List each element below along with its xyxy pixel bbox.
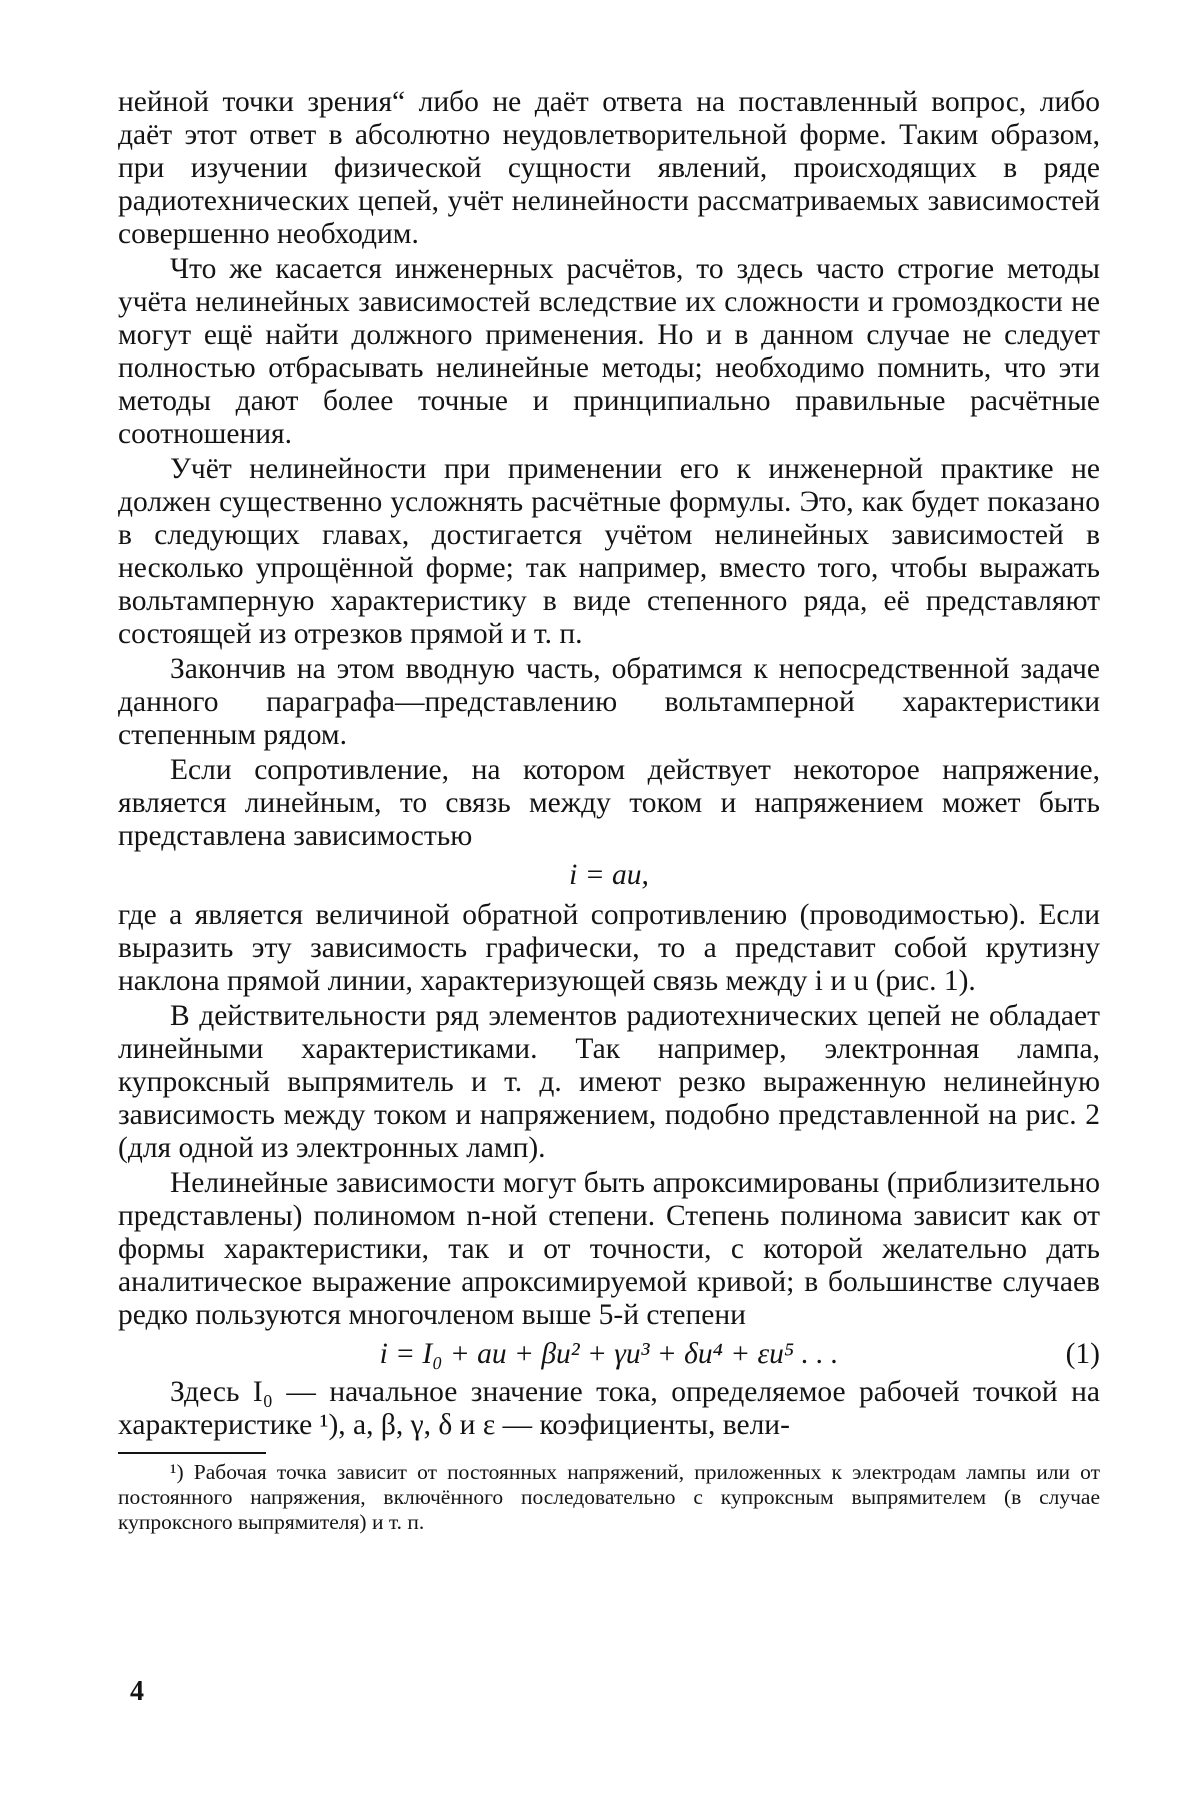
page-body [118,86,1100,1766]
formula-polynomial: i = I₀ + au + βu² + γu³ + δu⁴ + εu⁵ . . . [380,1338,839,1370]
paragraph-2: Что же касается инженерных расчётов, то здесь часто строгие методы учёта нелинейных зависимостей вследствие их сложности и громоздкости не могут ещё найти должного применения. Но и в данном случае не следует полностью отбрасывать нелинейные методы; необходимо помнить, что эти методы дают более точные и принципиально правильные расчётные соотношения. [118,253,1100,451]
paragraph-8: Нелинейные зависимости могут быть апроксимированы (приблизительно представлены) полиномом n-ной степени. Степень полинома зависит как от формы характеристики, так и от точности, с которой желательно дать аналитическое выражение апроксимируемой кривой; в большинстве случаев редко пользуются многочленом выше 5-й степени [118,1167,1100,1332]
paragraph-9: Здесь I₀ — начальное значение тока, определяемое рабочей точкой на характеристике ¹), a, β, γ, δ и ε — коэфициенты, вели- [118,1376,1100,1442]
footnote-divider [118,1452,266,1454]
formula-linear: i = au, [118,855,1100,895]
equation-number: (1) [1066,1334,1100,1374]
formula-polynomial-row [118,1334,1100,1374]
paragraph-1: нейной точки зрения“ либо не даёт ответа на поставленный вопрос, либо даёт этот ответ в абсолютно неудовлетворительной форме. Таким образом, при изучении физической сущности явлений, происходящих в ряде радиотехнических цепей, учёт нелинейности рассматриваемых зависимостей совершенно необходим. [118,86,1100,251]
paragraph-4: Закончив на этом вводную часть, обратимся к непосредственной задаче данного параграфа—представлению вольтамперной характеристики степенным рядом. [118,653,1100,752]
footnote: ¹) Рабочая точка зависит от постоянных напряжений, приложенных к электродам лампы или от постоянного напряжения, включённого последовательно с купроксным выпрямителем (в случае купроксного выпрямителя) и т. п. [118,1460,1100,1535]
page-number: 4 [130,1676,144,1708]
paragraph-7: В действительности ряд элементов радиотехнических цепей не обладает линейными характеристиками. Так например, электронная лампа, купроксный выпрямитель и т. д. имеют резко выраженную нелинейную зависимость между током и напряжением, подобно представленной на рис. 2 (для одной из электронных ламп). [118,1000,1100,1165]
paragraph-5: Если сопротивление, на котором действует некоторое напряжение, является линейным, то связь между током и напряжением может быть представлена зависимостью [118,754,1100,853]
paragraph-3: Учёт нелинейности при применении его к инженерной практике не должен существенно усложнять расчётные формулы. Это, как будет показано в следующих главах, достигается учётом нелинейных зависимостей в несколько упрощённой форме; так например, вместо того, чтобы выражать вольтамперную характеристику в виде степенного ряда, её представляют состоящей из отрезков прямой и т. п. [118,453,1100,651]
paragraph-6: где a является величиной обратной сопротивлению (проводимостью). Если выразить эту зависимость графически, то a представит собой крутизну наклона прямой линии, характеризующей связь между i и u (рис. 1). [118,899,1100,998]
